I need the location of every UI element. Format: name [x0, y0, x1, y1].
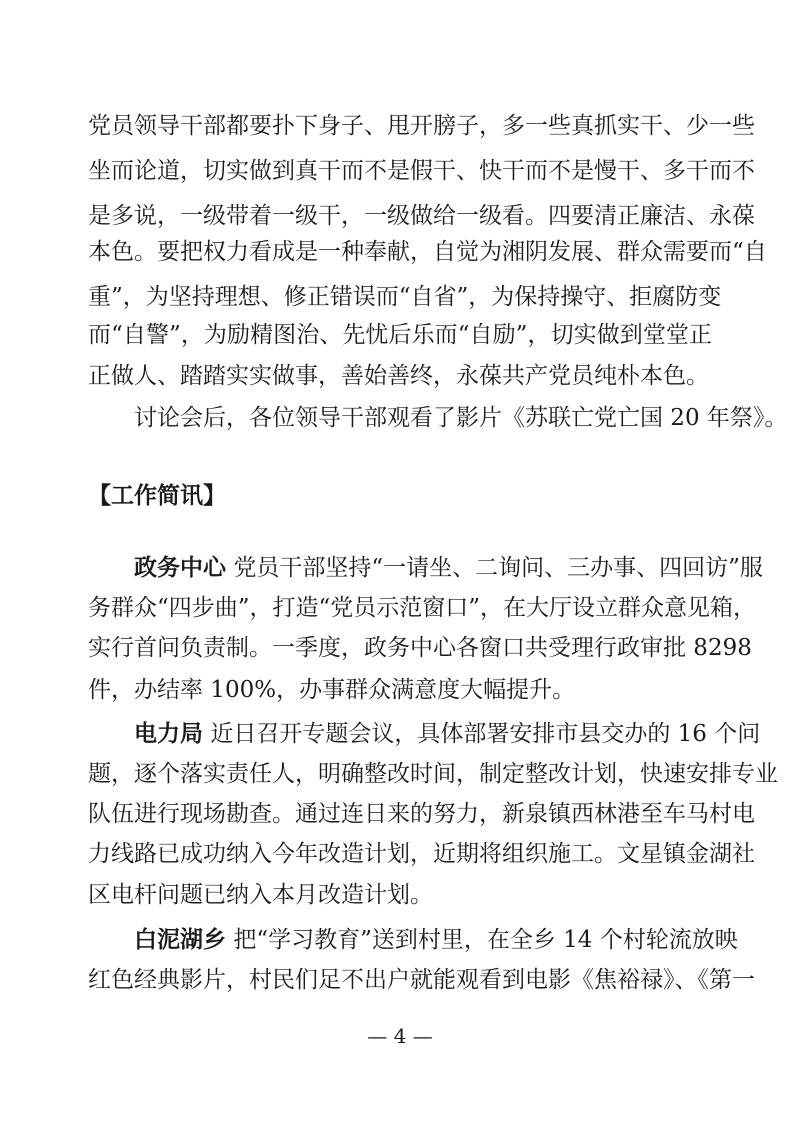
brief-1-line-2: 务群众“四步曲”，打造“党员示范窗口”，在大厅设立群众意见箱，	[88, 595, 757, 621]
brief-2-line-5: 区电杆问题已纳入本月改造计划。	[88, 882, 433, 908]
section-title: 【工作简讯】	[88, 482, 226, 509]
brief-3-first-line-text: 把“学习教育”送到村里，在全乡 14 个村轮流放映	[233, 927, 738, 953]
paragraph-1-line-6: 而“自警”，为励精图治、先忧后乐而“自励”，切实做到堂堂正	[88, 322, 712, 348]
brief-1-first-line-text: 党员干部坚持“一请坐、二询问、三办事、四回访”服	[233, 555, 763, 581]
paragraph-1-line-2: 坐而论道，切实做到真干而不是假干、快干而不是慢干、多干而不	[88, 158, 755, 184]
brief-3-first-line	[134, 923, 738, 957]
paragraph-1-line-3: 是多说，一级带着一级干，一级做给一级看。四要清正廉洁、永葆	[88, 203, 755, 229]
brief-2-line-2: 题，逐个落实责任人，明确整改时间，制定整改计划，快速安排专业	[88, 761, 778, 787]
paragraph-1-line-4: 本色。要把权力看成是一种奉献，自觉为湘阴发展、群众需要而“自	[88, 239, 767, 265]
brief-1-lead: 政务中心	[134, 554, 226, 581]
brief-1-line-3: 实行首问负责制。一季度，政务中心各窗口共受理行政审批 8298	[88, 635, 752, 661]
paragraph-2: 讨论会后，各位领导干部观看了影片《苏联亡党亡国 20 年祭》。	[134, 405, 788, 431]
brief-1-line-4: 件，办结率 100%，办事群众满意度大幅提升。	[88, 677, 576, 703]
brief-2-first-line-text: 近日召开专题会议，具体部署安排市县交办的 16 个问	[210, 721, 761, 747]
brief-2-line-4: 力线路已成功纳入今年改造计划，近期将组织施工。文星镇金湖社	[88, 841, 755, 867]
brief-3-line-2: 红色经典影片，村民们足不出户就能观看到电影《焦裕禄》、《第一	[88, 967, 755, 993]
paragraph-1-line-7: 正做人、踏踏实实做事，善始善终，永葆共产党员纯朴本色。	[88, 363, 709, 389]
brief-1-first-line	[134, 551, 763, 585]
paragraph-1-line-1: 党员领导干部都要扑下身子、甩开膀子，多一些真抓实干、少一些	[88, 113, 755, 139]
brief-2-line-3: 队伍进行现场勘查。通过连日来的努力，新泉镇西林港至车马村电	[88, 801, 755, 827]
brief-2-lead: 电力局	[134, 720, 203, 747]
brief-3-lead: 白泥湖乡	[134, 926, 226, 953]
brief-2-first-line	[134, 717, 761, 751]
paragraph-1-line-5: 重”，为坚持理想、修正错误而“自省”，为保持操守、拒腐防变	[88, 284, 722, 310]
page-number: — 4 —	[367, 1024, 433, 1048]
